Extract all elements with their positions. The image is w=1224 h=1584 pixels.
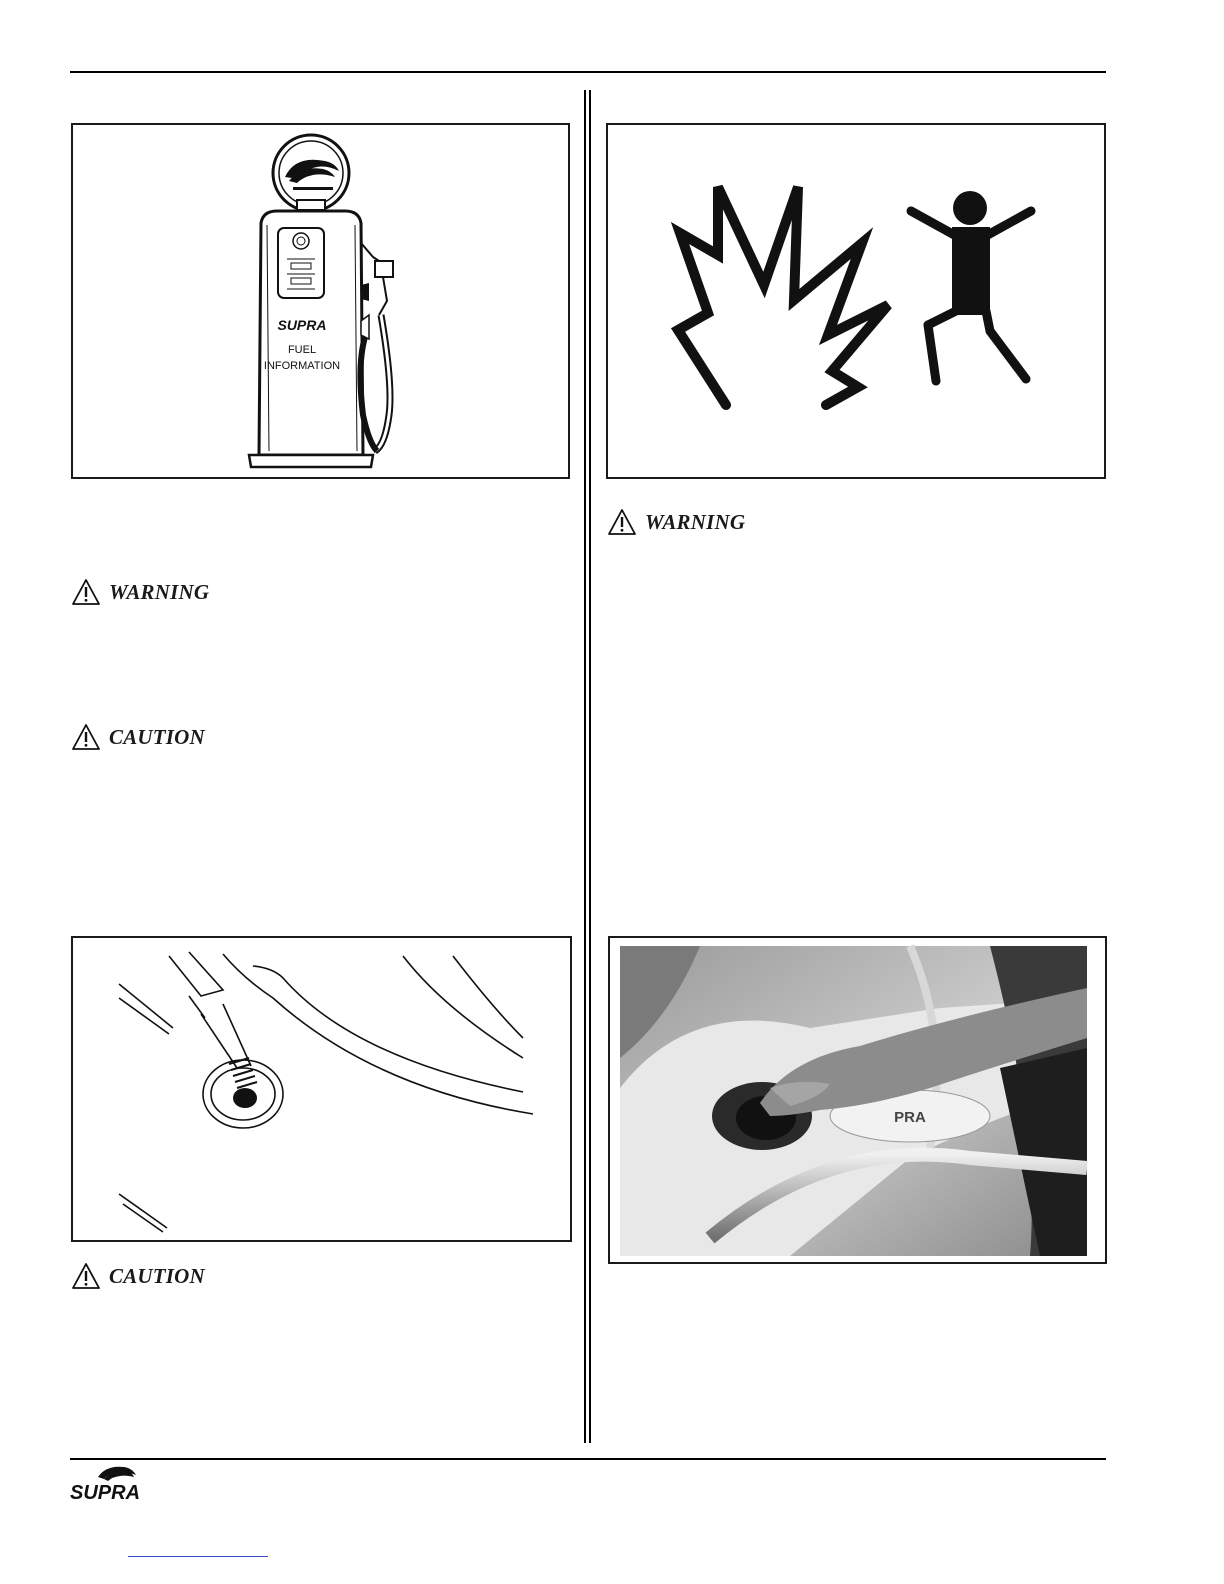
column-divider-right: [589, 90, 591, 1443]
figure-fuel-fill: [71, 936, 572, 1242]
fuel-pump-line1: FUEL: [287, 344, 317, 356]
left-caution-heading-2: [71, 1262, 205, 1290]
warning-triangle-icon: [71, 578, 101, 606]
left-warning-label: WARNING: [109, 579, 210, 604]
fuel-fill-drawing: [73, 938, 570, 1240]
figure-fuel-pump: [71, 123, 570, 479]
footer-rule: [70, 1458, 1106, 1460]
footer-link-underline[interactable]: [128, 1556, 268, 1557]
footer-supra-logo: [70, 1463, 182, 1508]
caution-triangle-icon: [71, 723, 101, 751]
fuel-pump-illustration: [73, 125, 568, 477]
left-caution-label-1: CAUTION: [109, 724, 205, 749]
person-icon: [911, 191, 1031, 381]
left-caution-label-2: CAUTION: [109, 1263, 205, 1288]
figure-fuel-cap-photo: [608, 936, 1107, 1264]
footer-logo-text: SUPRA: [70, 1482, 141, 1503]
right-warning-label: WARNING: [645, 509, 746, 534]
left-caution-heading-1: [71, 723, 205, 751]
fuel-cap-photo: [610, 938, 1105, 1262]
left-warning-heading: [71, 578, 209, 606]
fuel-pump-line2: INFORMATION: [263, 360, 341, 372]
supra-swoosh-icon: [98, 1467, 136, 1481]
figure-explosion-warning: [606, 123, 1106, 479]
column-divider-left: [584, 90, 586, 1443]
warning-triangle-icon: [607, 508, 637, 536]
header-rule: [70, 71, 1106, 73]
fuel-cap-tag-brand: PRA: [894, 1109, 926, 1126]
caution-triangle-icon: [71, 1262, 101, 1290]
explosion-icon: [678, 187, 888, 405]
fuel-pump-brand: SUPRA: [277, 317, 327, 333]
explosion-pictogram: [608, 125, 1104, 477]
right-warning-heading: [607, 508, 745, 536]
